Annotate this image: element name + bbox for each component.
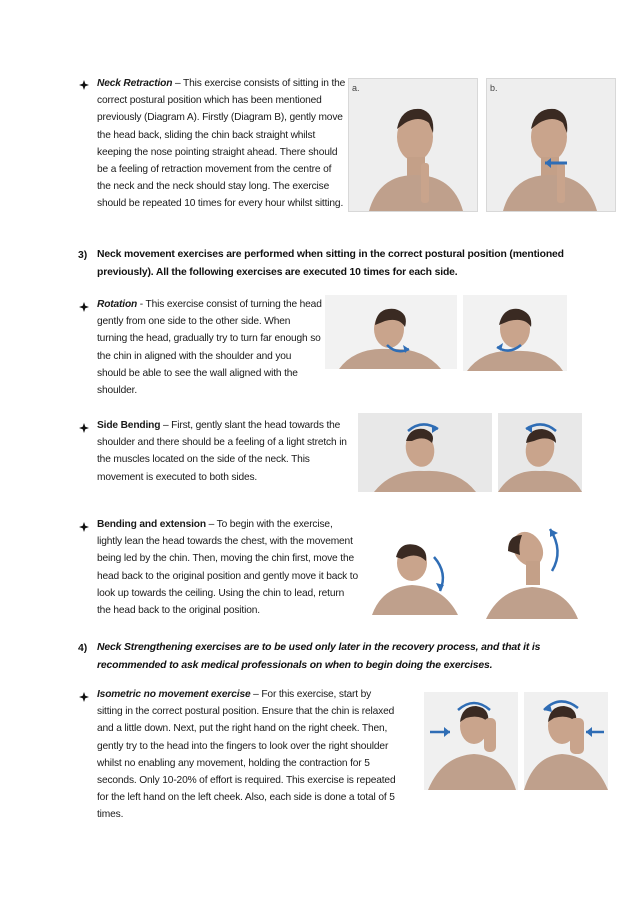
section-3-heading: Neck movement exercises are performed when sitting in the correct postural position (mentioned previously). All the following exercises are executed 10 times for each side.: [97, 249, 564, 278]
section-number-4: 4): [78, 643, 88, 654]
diamond-bullet-icon: [79, 80, 89, 90]
diamond-bullet-icon: [79, 522, 89, 532]
neck-retraction-text: – This exercise consists of sitting in the correct postural position which has been mentioned previously (Diagram A). Firstly (Diagram B), gently move the head back, sliding the chin back straight whilst keeping the nose pointing straight ahead. There should be a feeling of retraction movement from the centre of the neck and the neck should stay long. The exercise should be repeated 10 times for every hour whilst sitting.: [97, 78, 346, 210]
isometric-paragraph: [97, 686, 397, 824]
side-bending-photo-left: [358, 413, 492, 492]
rotation-photo-left: [325, 295, 457, 369]
extension-photo: [478, 515, 582, 619]
neck-retraction-photo-a: [348, 78, 478, 212]
bending-extension-text: – To begin with the exercise, lightly lean the head towards the chest, with the movement being led by the chin. Then, moving the chin first, move the head back to the original position and gently move it back to look up towards the ceiling. Using the chin to lead, return the head back to the original position.: [97, 519, 358, 617]
side-bending-text: – First, gently slant the head towards the shoulder and there should be a feeling of a light stretch in the muscles located on the side of the neck. This movement is executed to both sides.: [97, 420, 347, 483]
diamond-bullet-icon: [79, 423, 89, 433]
bending-extension-paragraph: [97, 516, 359, 619]
neck-retraction-title: Neck Retraction: [97, 78, 173, 89]
bending-extension-title: Bending and extension: [97, 519, 206, 530]
neck-retraction-paragraph: [97, 75, 347, 213]
isometric-text: – For this exercise, start by sitting in the correct postural position. Ensure that the chin is relaxed and a little down. Next, put the right hand on the right cheek. Then, gently try to the head into the fingers to look over the right shoulder whilst no enabling any movement, holding the contraction for 5 seconds. Only 10-20% of effort is required. This exercise is repeated for the left hand on the left cheek. Also, each side is done a total of 5 times.: [97, 689, 396, 821]
photo-label-a: a.: [352, 83, 360, 93]
side-bending-photo-right: [498, 413, 582, 492]
rotation-photo-right: [463, 295, 567, 371]
rotation-paragraph: [97, 296, 322, 399]
isometric-title: Isometric no movement exercise: [97, 689, 251, 700]
diamond-bullet-icon: [79, 302, 89, 312]
rotation-title: Rotation: [97, 299, 138, 310]
bending-photo: [372, 517, 472, 615]
side-bending-paragraph: [97, 417, 355, 486]
section-4-heading: Neck Strengthening exercises are to be used only later in the recovery process, and that it is recommended to ask medical professionals on when to begin doing the exercises.: [97, 642, 541, 671]
photo-label-b: b.: [490, 83, 498, 93]
rotation-text: - This exercise consist of turning the head gently from one side to the other side. When turning the head, gradually try to turn far enough so the chin in aligned with the shoulder and you should be able to see the wall aligned with the shoulder.: [97, 299, 322, 397]
section-number-3: 3): [78, 250, 88, 261]
diamond-bullet-icon: [79, 692, 89, 702]
isometric-photo-right: [524, 692, 608, 790]
neck-retraction-photo-b: [486, 78, 616, 212]
side-bending-title: Side Bending: [97, 420, 161, 431]
isometric-photo-left: [424, 692, 518, 790]
